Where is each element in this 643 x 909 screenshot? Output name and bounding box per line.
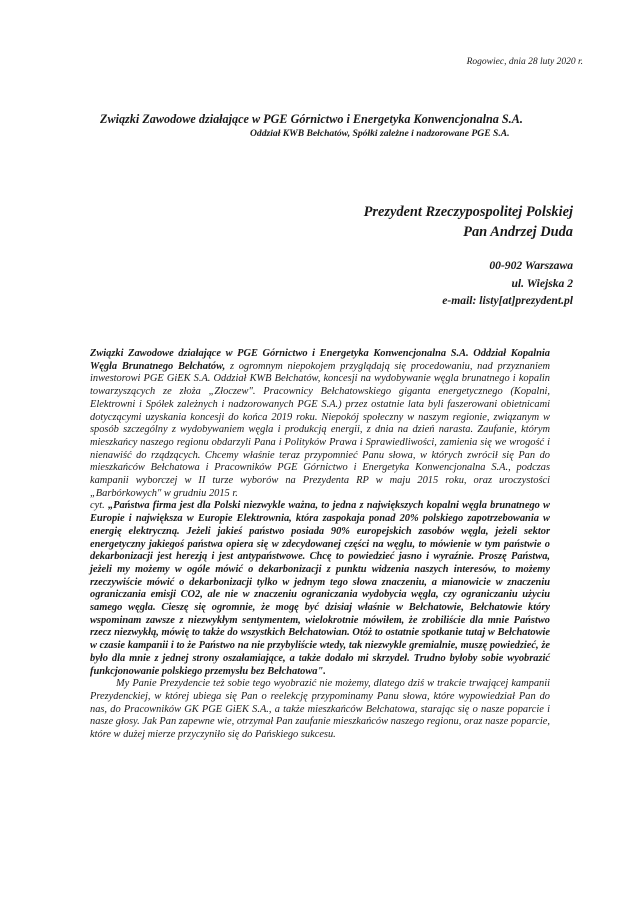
- sender-name: Związki Zawodowe działające w PGE Górnictwo i Energetyka Konwencjonalna S.A.: [100, 112, 523, 126]
- address-postal: 00-902 Warszawa: [489, 259, 573, 272]
- sender-subtitle: Oddział KWB Bełchatów, Spółki zależne i nadzorowane PGE S.A.: [250, 128, 510, 139]
- recipient-title: Prezydent Rzeczypospolitej Polskiej: [363, 204, 573, 220]
- recipient-name: Pan Andrzej Duda: [463, 224, 573, 240]
- address-street: ul. Wiejska 2: [511, 276, 573, 290]
- recipient-block: [364, 202, 573, 242]
- address-email: e-mail: listy[at]prezydent.pl: [442, 294, 573, 307]
- body-paragraph-3: My Panie Prezydencie też sobie tego wyobrazić nie możemy, dlatego dziś w trakcie trwającej kampanii Prezydenckiej, w której ubiega się Pan o reelekcję przypominamy Panu słowa, które wypowiedział Pan do nas, do Pracowników GK PGE GiEK S.A., a także mieszkańców Bełchatowa, starając się o nasze poparcie i nasze głosy. Jak Pan zapewne wie, otrzymał Pan zaufanie mieszkańców naszego regionu, oraz nasze poparcie, które w dużej mierze przyczyniło się do Pańskiego sukcesu.: [90, 678, 550, 741]
- body-paragraph-1: [90, 348, 550, 500]
- quote-text: „Państwa firma jest dla Polski niezwykle ważna, to jedna z największych kopalni węgla brunatnego w Europie i największa w Europie Elektrownia, która zaspokaja ponad 20% polskiego zapotrzebowania w energię elektryczną. Jeżeli jakieś państwo posiada 90% europejskich zasobów węgla, jeżeli sektor energetyczny jakiegoś państwa opiera się w zdecydowanej części na węglu, to mówienie w tym państwie o dekarbonizacji jest herezją i jest antypaństwowe. Chcę to powiedzieć jasno i wyraźnie. Proszę Państwa, jeżeli my możemy w ogóle mówić o dekarbonizacji z punktu widzenia naszych interesów, to możemy rzeczywiście mówić o dekarbonizacji tylko w jednym tego słowa znaczeniu, a mianowicie w znaczeniu ograniczania emisji CO2, ale nie w znaczeniu ograniczania wydobycia węgla, czy ograniczaniu użyciu samego węgla. Cieszę się ogromnie, że mogę być dzisiaj właśnie w Bełchatowie, Bełchatowie który wspominam zawsze z niezwykłym sentymentem, wielokrotnie mówiłem, że zrobiliście dla mnie Państwo rzecz niezwykłą, mówię to także do wszystkich Bełchatowian. Otóż to ostatnie spotkanie tutaj w Bełchatowie w czasie kampanii i to że Państwo na nie przybyliście wtedy, tak niezwykle gremialnie, muszę powiedzieć, że było dla mnie z jednej strony oszałamiające, a także dodało mi skrzydeł. Trudno byłoby sobie wyobrazić funkcjonowanie polskiego przemysłu bez Bełchatowa".: [90, 500, 550, 677]
- citation-prefix: cyt.: [90, 500, 108, 512]
- letter-body: [90, 348, 550, 742]
- recipient-address: [442, 257, 573, 310]
- quote-paragraph: [90, 500, 550, 678]
- paragraph-1-text: z ogromnym niepokojem przyglądają się procedowaniu, nad przyznaniem inwestorowi PGE GiEK S.A. Oddział KWB Bełchatów, koncesji na wydobywanie węgla brunatnego i kopalin towarzyszących ze złoża „Złoczew". Pracownicy Bełchatowskiego giganta energetycznego (Kopalni, Elektrowni i Spółek zależnych i nadzorowanych PGE S.A.) przez ostatnie lata byli faszerowani obietnicami dotyczącymi uzyskania koncesji do końca 2019 roku. Niepokój społeczny w naszym regionie, związanym w sposób szczególny z wydobywaniem węgla i produkcją energii, z dnia na dzień narasta. Zaufanie, którym mieszkańcy naszego regionu obdarzyli Pana i Polityków Prawa i Sprawiedliwości, zamienia się we wrogość i nienawiść do rządzących. Chcemy właśnie teraz przypomnieć Panu słowa, w których zwrócił się Pan do mieszkańców Bełchatowa i Pracowników PGE Górnictwo i Energetyka Konwencjonalna S.A., podczas kampanii wyborczej w II turze wyborów na Prezydenta RP w maju 2015 roku, oraz uroczystości „Barbórkowych" w grudniu 2015 r.: [90, 360, 550, 499]
- letter-date: Rogowiec, dnia 28 luty 2020 r.: [466, 57, 583, 67]
- paragraph-1-lead: Związki Zawodowe działające w PGE Górnictwo i Energetyka Konwencjonalna S.A. Oddział Kopalnia Węgla Brunatnego Bełchatów,: [90, 348, 550, 372]
